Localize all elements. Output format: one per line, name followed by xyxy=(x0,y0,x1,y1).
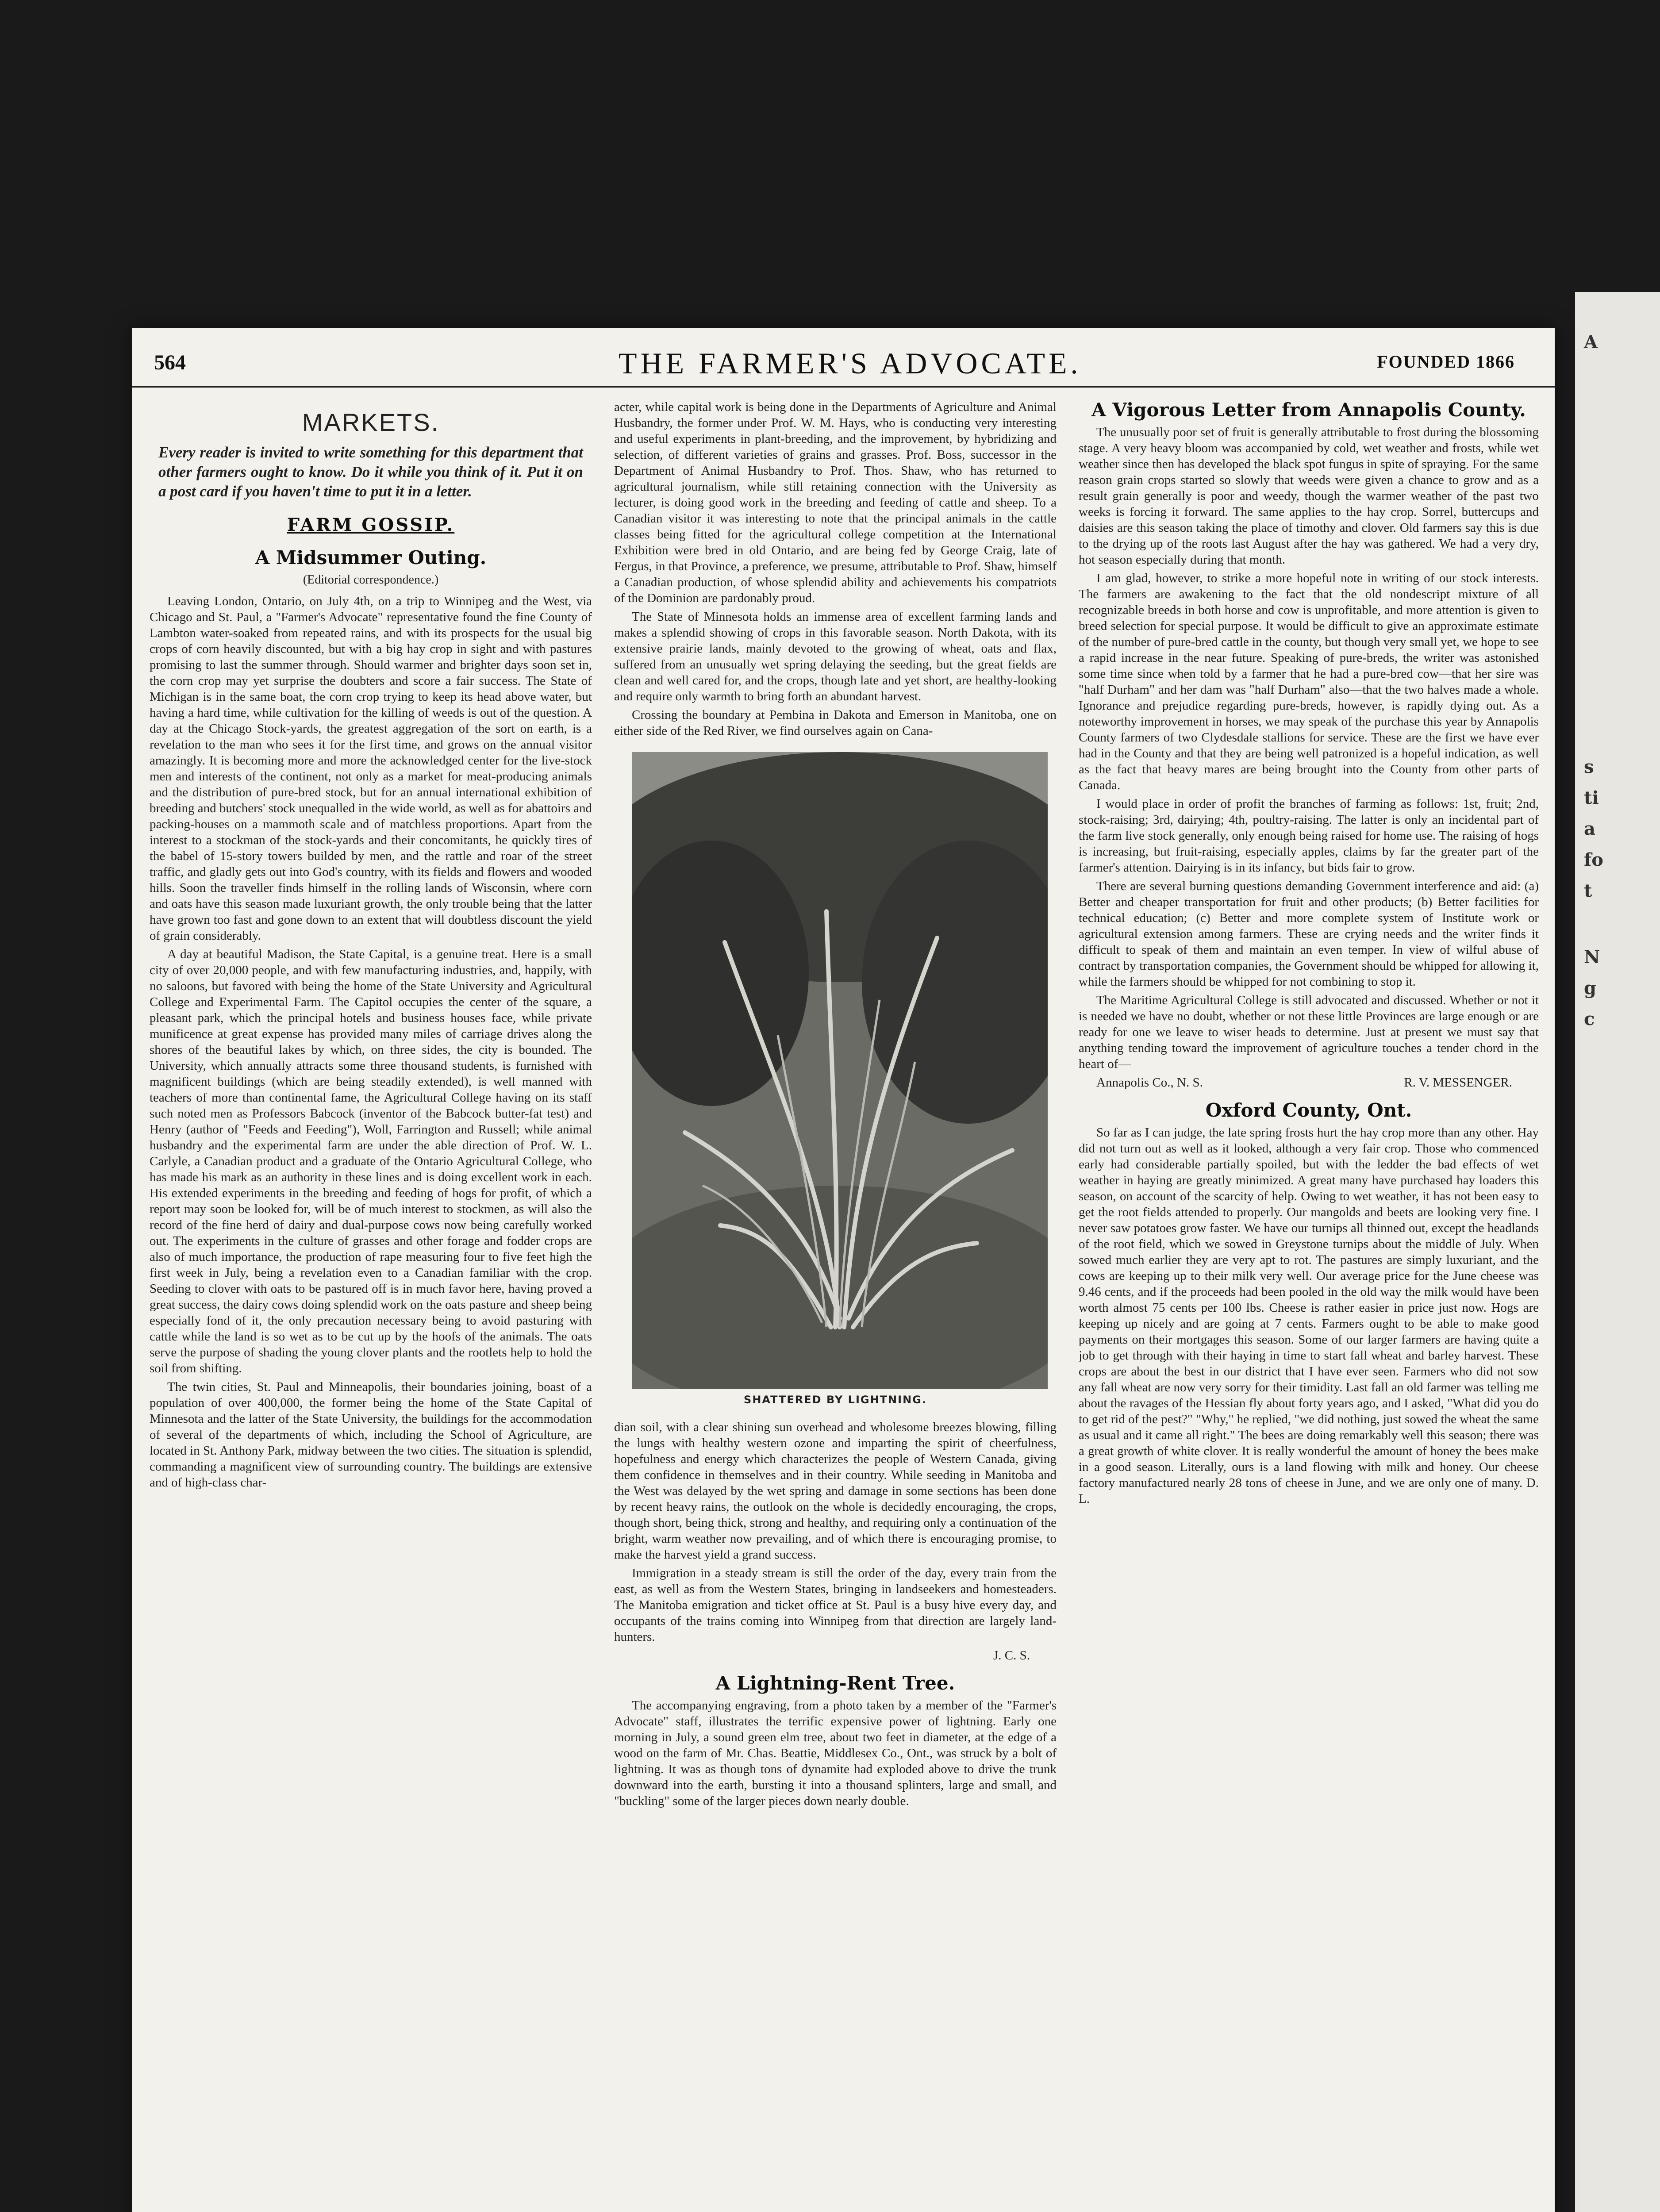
page-header xyxy=(132,346,1555,388)
photo-caption: SHATTERED BY LIGHTNING. xyxy=(744,1394,927,1406)
markets-intro: Every reader is invited to write something for this department that other farmers ought to know. Do it while you think of it. Put it on a post card if you haven't time to put it in a letter. xyxy=(158,444,583,500)
paragraph: I am glad, however, to strike a more hopeful note in writing of our stock interests. The farmers are awakening to the fact that the old nondescript mixture of all recognizable breeds in both horse and cow is unprofitable, and more attention is given to breed selection for special purpose. It would be difficult to give an approximate estimate of the number of pure-bred cattle in the county, but though very small yet, we hope to see a rapid increase in the near future. Speaking of pure-breds, the writer was astonished some time since when told by a farmer that he had a pure-bred cow—that her sire was "half Durham" and her dam was "half Durham" also—that the two halves made a whole. Ignorance and prejudice regarding pure-breds, however, is rapidly dying out. As a noteworthy improvement in horses, we may speak of the purchase this year by Annapolis County farmers of two Clydesdale stallions for service. These are the first we have ever had in the County and that they are being well patronized is a hopeful indication, as well as the fact that heavy mares are being brought into the County from other parts of Canada. xyxy=(1079,571,1539,792)
edge-letter: ti xyxy=(1584,787,1599,808)
paragraph: I would place in order of profit the branches of farming as follows: 1st, fruit; 2nd, stock-raising; 3rd, dairying; 4th, poultry-raising. The latter is only an incidental part of the farm live stock generally, only enough being raised for home use. The raising of hogs is increasing, but fruit-raising, especially apples, claims by far the greater part of the farmer's attention. Dairying is in its infancy, but bids fair to grow. xyxy=(1079,797,1539,875)
edge-letter: a xyxy=(1584,818,1595,839)
paragraph: dian soil, with a clear shining sun overhead and wholesome breezes blowing, filling the lungs with healthy western ozone and imparting the spirit of cheerfulness, hopefulness and energy which characterizes the people of Western Canada, giving them confidence in themselves and in their country. While seeding in Manitoba and the West was delayed by the wet spring and damage in some sections has been done by recent heavy rains, the outlook on the whole is decidedly encouraging, the crops, though short, being thick, strong and healthy, and requiring only a continuation of the bright, warm weather now prevailing, and of which there is encouraging promise, to make the harvest yield a grand success. xyxy=(614,1420,1057,1562)
founded-year: FOUNDED 1866 xyxy=(1377,352,1515,372)
paragraph: The accompanying engraving, from a photo taken by a member of the "Farmer's Advocate" staff, illustrates the terrific expensive power of lightning. Early one morning in July, a sound green elm tree, about two feet in diameter, at the edge of a wood on the farm of Mr. Chas. Beattie, Middlesex Co., Ont., was struck by a bolt of lightning. It was as though tons of dynamite had exploded above to drive the trunk downward into the earth, bursting it into a thousand splinters, large and small, and "buckling" some of the larger pieces down nearly double. xyxy=(614,1698,1057,1808)
column-3 xyxy=(1079,399,1539,2212)
paragraph: A day at beautiful Madison, the State Capital, is a genuine treat. Here is a small city of over 20,000 people, and with few manufacturing industries, and, happily, with no saloons, but favored with being the home of the State University and Agricultural College and Experimental Farm. The Capitol occupies the center of the square, a pleasant park, which the principal hotels and business houses face, while private munificence at great expense has provided many miles of carriage drives along the shores of the beautiful lakes by which, on three sides, the city is bounded. The University, which annually attracts some three thousand students, is furnished with magnificent buildings (which are being steadily extended), is well manned with teachers of more than continental fame, the Agricultural College having on its staff such noted men as Professors Babcock (inventor of the Babcock butter-fat test) and Henry (author of "Feeds and Feeding"), Woll, Farrington and Russell; while animal husbandry and the experimental farm are under the able direction of Prof. W. L. Carlyle, a Canadian product and a graduate of the Ontario Agricultural College, who has made his mark as an authority in these lines and is doing excellent work in each. His extended experiments in the breeding and feeding of hogs for profit, of which a report may soon be looked for, will be of much interest to stockmen, as will also the record of the fine herd of dairy and dual-purpose cows now being carefully worked out. The experiments in the culture of grasses and other forage and fodder crops are also of much importance, the production of rape measuring four to five feet high the first week in July, being a revelation even to a Canadian familiar with the crop. Seeding to clover with oats to be pastured off is in much favor here, having proved a great success, the dairy cows doing splendid work on the oats pasture and sheep being especially fond of it, the only precaution necessary being to avoid pasturing with cattle while the land is so wet as to be cut up by the hoofs of the animals. The oats serve the purpose of shading the young clover plants and the rootlets help to hold the soil from shifting. xyxy=(150,947,592,1375)
letter-signature xyxy=(1079,1075,1539,1091)
paragraph: There are several burning questions demanding Government interference and aid: (a) Better and cheaper transportation for fruit and other products; (b) Better facilities for technical education; (c) Better and more complete system of Institute work or agricultural extension among farmers. These are crying needs and the writer finds it difficult to speak of them and maintain an even temper. In view of wilful abuse of contract by transportation companies, the Government should be whipped for allowing it, while the farmers should be whipped for not combining to stop it. xyxy=(1079,879,1539,989)
tree-illustration xyxy=(632,752,1048,1389)
article-title: A Midsummer Outing. xyxy=(255,547,487,568)
edge-letter: s xyxy=(1584,757,1594,777)
paragraph: Leaving London, Ontario, on July 4th, on a trip to Winnipeg and the West, via Chicago and St. Paul, a "Farmer's Advocate" representative found the fine County of Lambton water-soaked from repeated rains, and with its prospects for the usual big crops of corn heavily discounted, but with a big hay crop in sight and with pastures promising to last the summer through. Should warmer and brighter days soon set in, the corn crop may yet surprise the doubters and score a fair success. The State of Michigan is in the same boat, the corn crop trying to keep its head above water, but having a hard time, while cultivation for the killing of weeds is out of the question. A day at the Chicago Stock-yards, the greatest aggregation of the sort on earth, is a revelation to the man who sees it for the first time, and grows on the annual visitor amazingly. It is becoming more and more the acknowledged center for the live-stock men and interests of the continent, not only as a market for meat-producing animals and the distribution of pure-bred stock, but for an annual international exhibition of breeding and butchers' stock unequalled in the wide world, as well as for abattoirs and packing-houses on a mammoth scale and of matchless proportions. Apart from the interest to a stockman of the stock-yards and their concomitants, he quickly tires of the babel of 15-story towers builded by men, and the rattle and roar of the street traffic, and gladly gets out into God's country, with its fields and flowers and wooded hills. Soon the traveller finds himself in the rolling lands of Wisconsin, where corn and oats have this season made luxuriant growth, the only trouble being that the latter have grown too fast and gone down to an extent that will doubtless discount the yield of grain considerably. xyxy=(150,594,592,943)
edge-letter: N xyxy=(1584,947,1600,968)
paragraph: So far as I can judge, the late spring frosts hurt the hay crop more than any other. Hay did not turn out as well as it looked, although a very fair crop. Those who commenced early had considerable partially spoiled, but with the ledder the bad effects of wet weather in haying are greatly minimized. A great many have purchased hay loaders this season, on account of the scarcity of help. Owing to wet weather, it has not been easy to get the root fields attended to properly. Our mangolds and beets are looking very fine. I never saw potatoes grow faster. We have our turnips all thinned out, except the headlands of the root field, which we sowed in Greystone turnips about the middle of July. When sowed much earlier they are very apt to rot. The pastures are simply luxuriant, and the cows are keeping up to their milk very well. Our average price for the June cheese was 9.46 cents, and if the proceeds had been pooled in the old way the milk would have been worth almost 75 cents per 100 lbs. Cheese is rather easier in price just now. Hogs are keeping up nicely and are going at 7 cents. Farmers ought to be able to make good payments on their mortgages this season. Some of our larger farmers are having quite a job to get through with their haying in time to start fall wheat and barley harvest. These crops are about the best in our district that I have ever seen. Farmers who did not sow any fall wheat are now very sorry for their timidity. Last fall an old farmer was telling me about the ravages of the Hessian fly about forty years ago, and I asked, "What did you do to get rid of the pest?" "Why," he replied, "we did nothing, just sowed the wheat the same as usual and it came all right." The bees are doing remarkably well this season; there was a great growth of white clover. It is really wonderful the amount of honey the bees make in a good season. Literally, ours is a land flowing with milk and honey. Our cheese factory manufactured nearly 28 tons of cheese in June, and we are only one of many. D. L. xyxy=(1079,1125,1539,1506)
article-title: A Vigorous Letter from Annapolis County. xyxy=(1091,399,1526,421)
paragraph: Crossing the boundary at Pembina in Dakota and Emerson in Manitoba, one on either side of the Red River, we find ourselves again on Cana- xyxy=(614,708,1057,738)
markets-heading: MARKETS. xyxy=(302,408,440,436)
paragraph: Immigration in a steady stream is still the order of the day, every train from the east, as well as from the Western States, bringing in landseekers and homesteaders. The Manitoba emigration and ticket office at St. Paul is a busy hive every day, and occupants of the trains coming into Winnipeg from that direction are largely land-hunters. xyxy=(614,1566,1057,1644)
edge-letter: g xyxy=(1584,978,1596,998)
paragraph: acter, while capital work is being done in the Departments of Agriculture and Animal Husbandry, the former under Prof. W. M. Hays, who is conducting very interesting and useful experiments in plant-breeding, and the improvement, by hybridizing and selection, of different varieties of grains and grasses. Prof. Boss, successor in the Department of Animal Husbandry to Prof. Thos. Shaw, who has returned to agricultural journalism, while still retaining connection with the University as lecturer, is doing good work in the breeding and feeding of cattle and sheep. To a Canadian visitor it was interesting to note that the principal animals in the cattle classes being fitted for the agricultural college competition at the International Exhibition were bred in old Ontario, and are being fed by George Craig, late of Fergus, in that Province, a preference, we presume, attributable to Prof. Shaw, himself a Canadian production, of whose splendid ability and achievements his compatriots of the Dominion are pardonably proud. xyxy=(614,400,1057,605)
article-title: A Lightning-Rent Tree. xyxy=(715,1672,955,1694)
masthead-title: THE FARMER'S ADVOCATE. xyxy=(619,346,1082,380)
paragraph: The unusually poor set of fruit is generally attributable to frost during the blossoming stage. A very heavy bloom was accompanied by cold, wet weather and frosts, while wet weather since then has developed the black spot fungus in spite of spraying. For the same reason grain crops started so slowly that weeds were given a chance to grow and as a result grain generally is poor and weedy, though the warmer weather of the past two weeks is forcing it forward. The same applies to the hay crop. Sorrel, buttercups and daisies are this season taking the place of timothy and clover. Old farmers say this is due to the drying up of the roots last August after the hay was gathered. We had a very dry, hot season especially during that month. xyxy=(1079,425,1539,567)
paragraph: The State of Minnesota holds an immense area of excellent farming lands and makes a splendid showing of crops in this favorable season. North Dakota, with its extensive prairie lands, mainly devoted to the growing of wheat, oats and flax, suffered from an unusually wet spring delaying the seeding, but the great fields are clean and well cared for, and the crops, though late and yet short, are healthy-looking and require only warmth to bring forth an abundant harvest. xyxy=(614,610,1057,703)
page-number: 564 xyxy=(154,351,186,374)
farm-gossip-heading: FARM GOSSIP. xyxy=(287,515,455,535)
article-signature: J. C. S. xyxy=(993,1648,1030,1663)
article-title: Oxford County, Ont. xyxy=(1205,1099,1412,1121)
edge-letter: c xyxy=(1584,1009,1595,1029)
column-2 xyxy=(614,399,1057,2212)
paragraph: The twin cities, St. Paul and Minneapolis, their boundaries joining, boast of a population of over 400,000, the former being the home of the State Capital of Minnesota and the latter of the State University, the buildings for the accommodation of several of the departments of which, including the School of Agriculture, are located in St. Anthony Park, midway between the two cities. The situation is splendid, commanding a magnificent view of surrounding country. The buildings are extensive and of high-class char- xyxy=(150,1380,592,1490)
next-page-edge xyxy=(1575,292,1660,2212)
lightning-tree-photo xyxy=(632,752,1048,1389)
newspaper-page xyxy=(132,328,1555,2212)
article-byline: (Editorial correspondence.) xyxy=(303,573,439,587)
column-1 xyxy=(150,399,592,2212)
signature-place: Annapolis Co., N. S. xyxy=(1096,1075,1203,1090)
signature-name: R. V. MESSENGER. xyxy=(1404,1075,1512,1090)
edge-letter: t xyxy=(1584,880,1592,901)
paragraph: The Maritime Agricultural College is still advocated and discussed. Whether or not it is needed we have no doubt, whether or not these little Provinces are large enough or are ready for one we leave to wiser heads to determine. Just at present we must say that anything tending toward the improvement of agriculture touches a tender chord in the heart of— xyxy=(1079,993,1539,1071)
edge-letter: A xyxy=(1584,332,1598,353)
edge-letter: fo xyxy=(1584,849,1603,870)
